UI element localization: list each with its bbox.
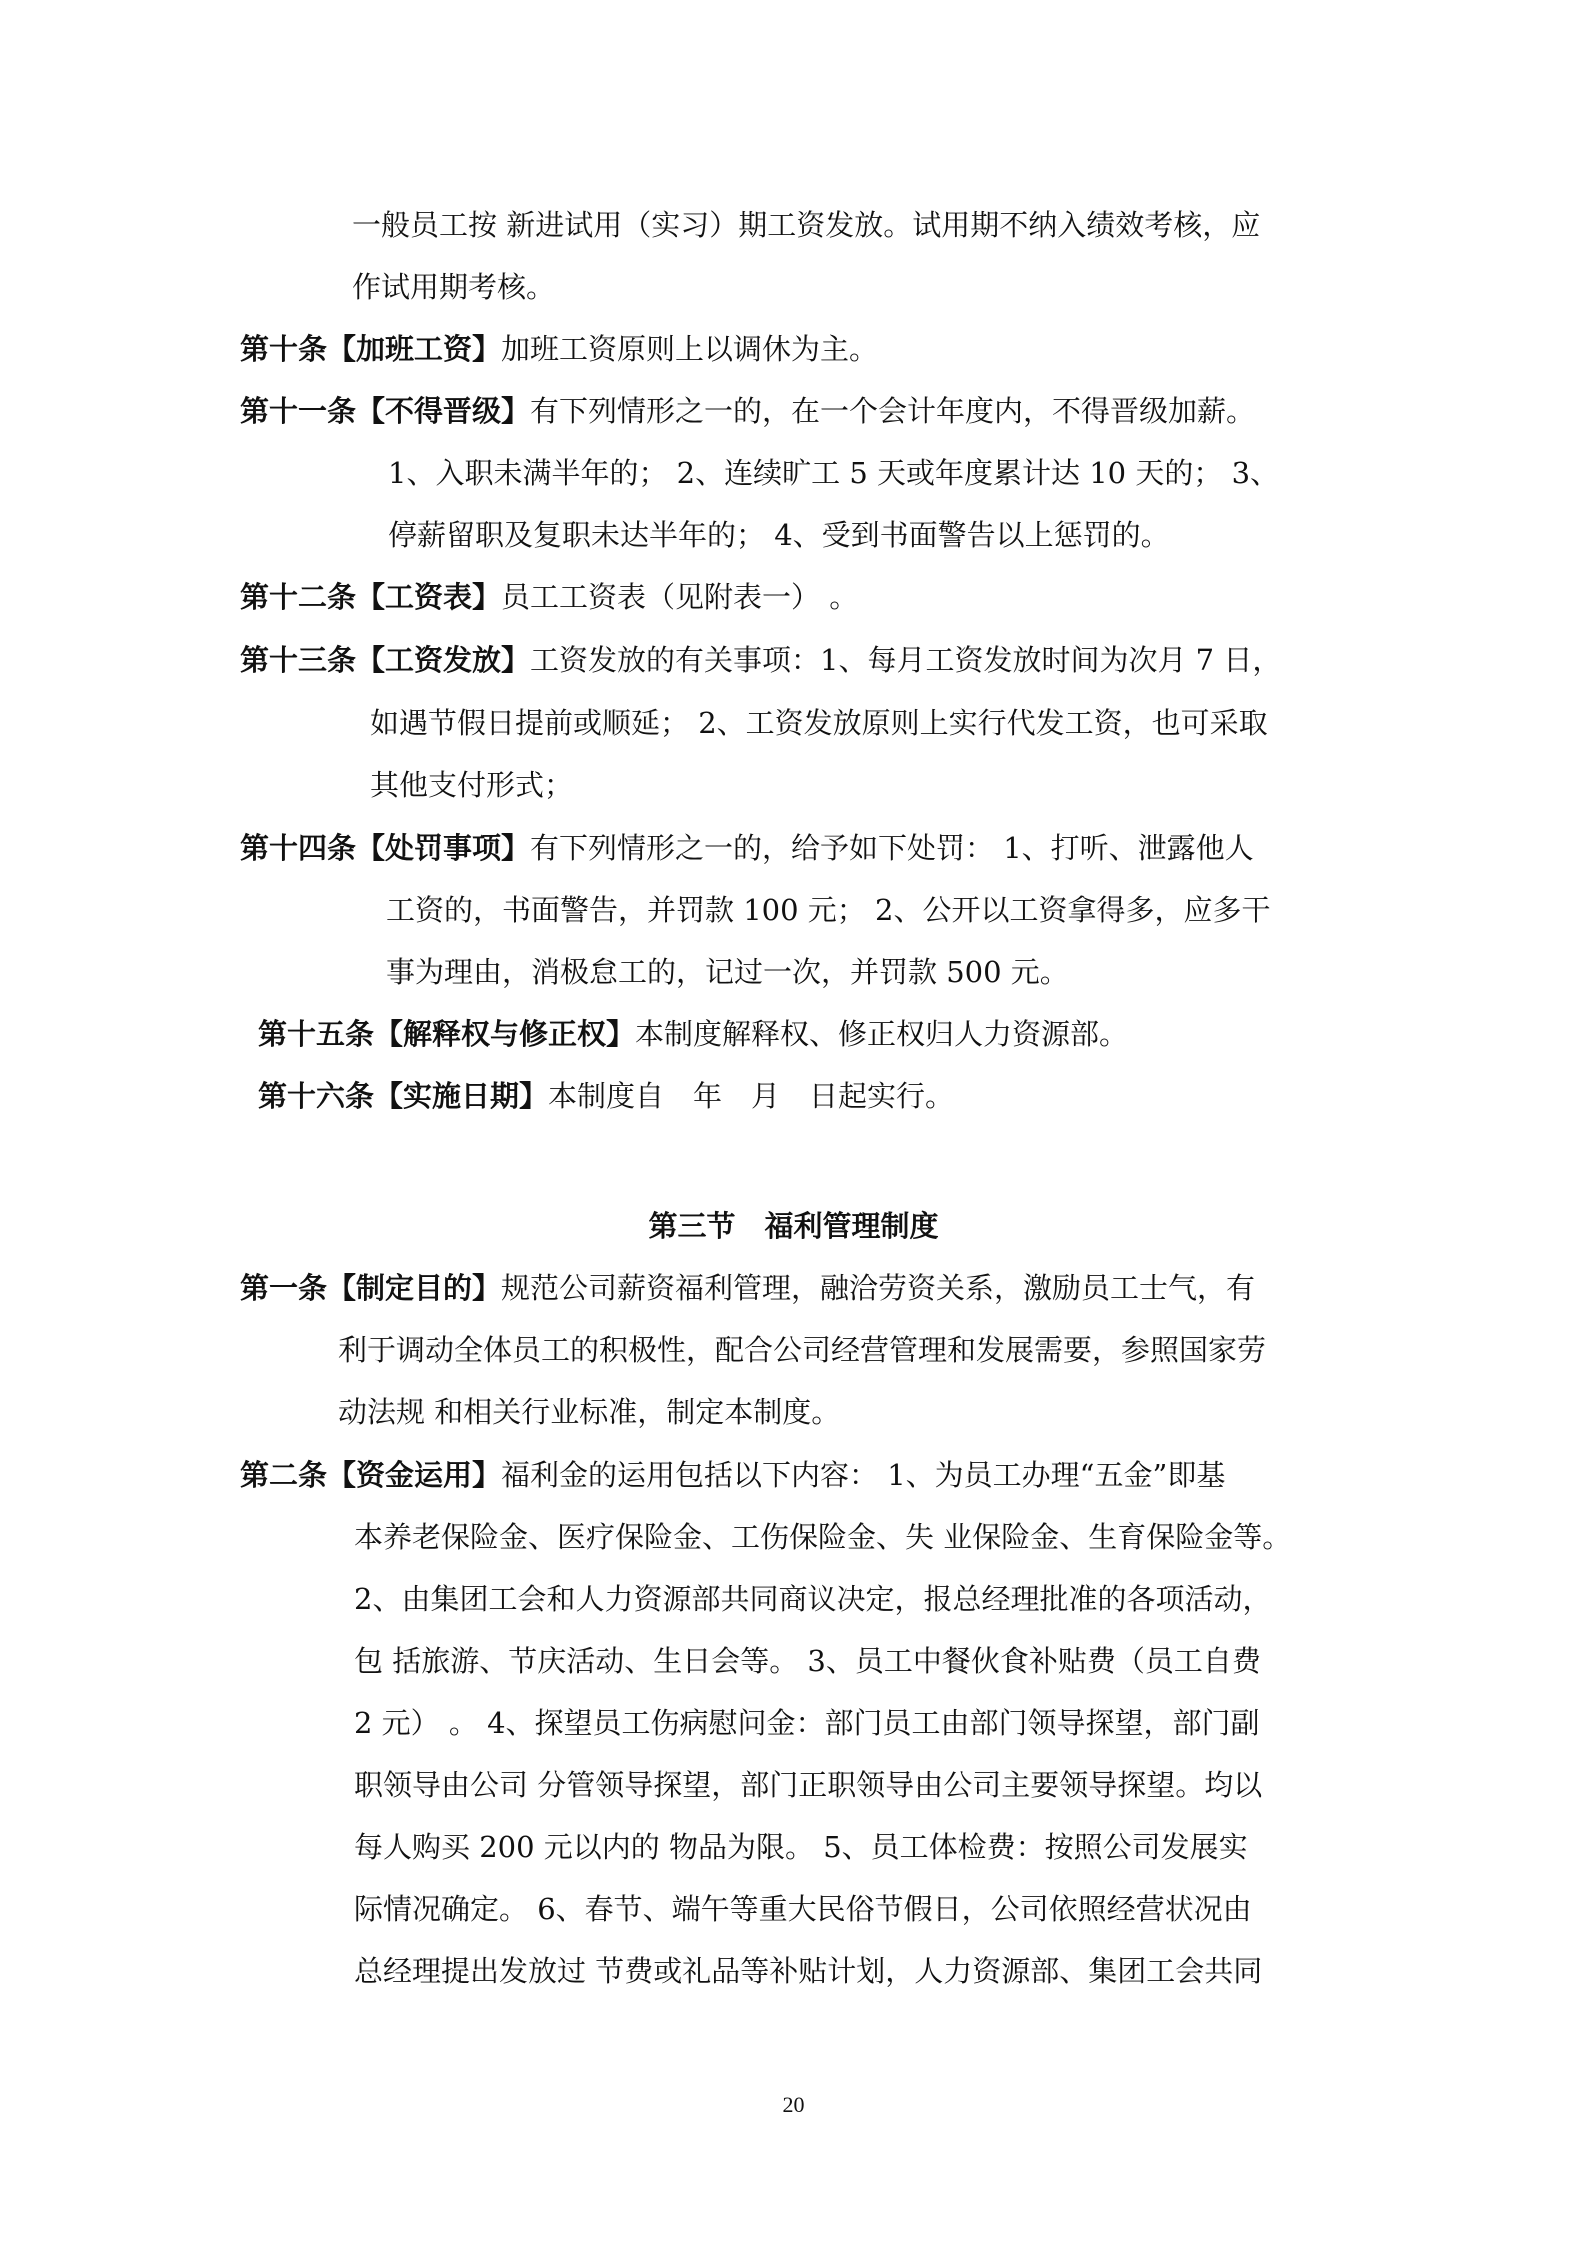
article-heading: 第十二条【工资表】 [240,580,502,614]
article-heading: 第十五条【解释权与修正权】 [258,1017,636,1051]
text-line: 总经理提出发放过 节费或礼品等补贴计划，人力资源部、集团工会共同 [354,1954,1263,1988]
text-line: 职领导由公司 分管领导探望，部门正职领导由公司主要领导探望。均以 [354,1768,1263,1802]
article-12: 第十二条【工资表】员工工资表（见附表一） 。 [240,580,859,614]
article-heading: 第二条【资金运用】 [240,1458,502,1492]
article-16: 第十六条【实施日期】本制度自 年 月 日起实行。 [258,1079,955,1113]
article-15: 第十五条【解释权与修正权】本制度解释权、修正权归人力资源部。 [258,1017,1129,1051]
text-line: 其他支付形式； [370,768,574,802]
text-line: 际情况确定。 6、春节、端午等重大民俗节假日，公司依照经营状况由 [354,1892,1252,1926]
text-line: 工资的，书面警告，并罚款 100 元； 2、公开以工资拿得多，应多干 [386,893,1271,927]
text-line: 一般员工按 新进试用（实习）期工资发放。试用期不纳入绩效考核，应 [352,208,1261,242]
text-line: 如遇节假日提前或顺延； 2、工资发放原则上实行代发工资，也可采取 [370,706,1268,740]
section-title: 第三节 福利管理制度 [648,1209,939,1243]
article-13: 第十三条【工资发放】工资发放的有关事项：1、每月工资发放时间为次月 7 日， [240,643,1282,677]
text-line: 2 元） 。 4、探望员工伤病慰问金：部门员工由部门领导探望，部门副 [354,1706,1260,1740]
text-line: 每人购买 200 元以内的 物品为限。 5、员工体检费：按照公司发展实 [354,1830,1248,1864]
page-number: 20 [782,2092,805,2117]
article-14: 第十四条【处罚事项】有下列情形之一的，给予如下处罚： 1、打听、泄露他人 [240,831,1254,865]
article-heading: 第十四条【处罚事项】 [240,831,531,865]
text-line: 利于调动全体员工的积极性，配合公司经营管理和发展需要，参照国家劳 [338,1333,1267,1367]
text-line: 2、由集团工会和人力资源部共同商议决定，报总经理批准的各项活动， [354,1582,1272,1616]
article-11: 第十一条【不得晋级】有下列情形之一的，在一个会计年度内，不得晋级加薪。 [240,394,1256,428]
article-heading: 第十六条【实施日期】 [258,1079,549,1113]
text-line: 1、入职未满半年的； 2、连续旷工 5 天或年度累计达 10 天的； 3、 [388,456,1280,490]
text-line: 本养老保险金、医疗保险金、工伤保险金、失 业保险金、生育保险金等。 [354,1520,1292,1554]
article-heading: 第十条【加班工资】 [240,332,502,366]
text-line: 动法规 和相关行业标准，制定本制度。 [338,1395,841,1429]
text-line: 停薪留职及复职未达半年的； 4、受到书面警告以上惩罚的。 [388,518,1170,552]
article-2: 第二条【资金运用】福利金的运用包括以下内容： 1、为员工办理“五金”即基 [240,1458,1226,1492]
article-heading: 第十一条【不得晋级】 [240,394,531,428]
text-line: 事为理由，消极怠工的，记过一次，并罚款 500 元。 [386,955,1069,989]
article-heading: 第十三条【工资发放】 [240,643,531,677]
text-line: 包 括旅游、节庆活动、生日会等。 3、员工中餐伙食补贴费（员工自费 [354,1644,1261,1678]
article-heading: 第一条【制定目的】 [240,1271,502,1305]
article-1: 第一条【制定目的】规范公司薪资福利管理，融洽劳资关系，激励员工士气，有 [240,1271,1256,1305]
article-10: 第十条【加班工资】加班工资原则上以调休为主。 [240,332,879,366]
text-line: 作试用期考核。 [352,270,556,304]
